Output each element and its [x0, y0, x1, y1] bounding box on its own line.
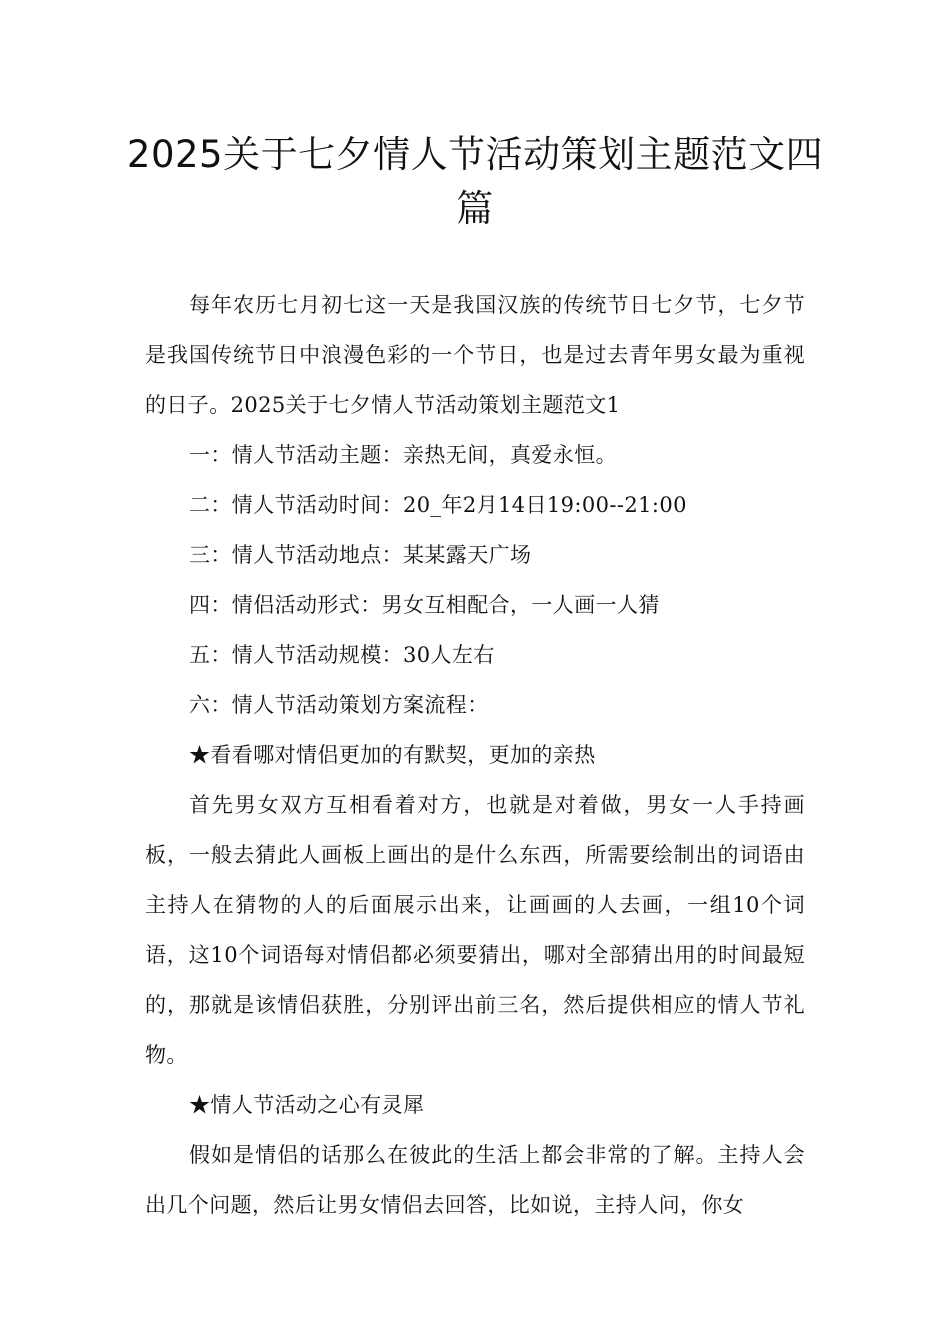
paragraph-intro: 每年农历七月初七这一天是我国汉族的传统节日七夕节，七夕节是我国传统节日中浪漫色彩的一个节日，也是过去青年男女最为重视的日子。2025关于七夕情人节活动策划主题范文1 [145, 293, 805, 417]
paragraph-location: 三：情人节活动地点：某某露天广场 [189, 543, 532, 567]
paragraph-drawing-game: 首先男女双方互相看着对方，也就是对着做，男女一人手持画板，一般去猜此人画板上画出的是什么东西，所需要绘制出的词语由主持人在猜物的人的后面展示出来，让画画的人去画，一组10个词语，这10个词语每对情侣都必须要猜出，哪对全部猜出用的时间最短的，那就是该情侣获胜，分别评出前三名，然后提供相应的情人节礼物。 [145, 793, 805, 1067]
paragraph-theme: 一：情人节活动主题：亲热无间，真爱永恒。 [189, 443, 617, 467]
paragraph-question-game: 假如是情侣的话那么在彼此的生活上都会非常的了解。主持人会出几个问题，然后让男女情侣去回答，比如说，主持人问，你女 [145, 1143, 805, 1217]
document-body [145, 280, 805, 1230]
paragraph-format: 四：情侣活动形式：男女互相配合，一人画一人猜 [189, 593, 660, 617]
paragraph-process: 六：情人节活动策划方案流程： [189, 693, 489, 717]
section-heading-tacit: ★看看哪对情侣更加的有默契，更加的亲热 [189, 743, 596, 767]
paragraph-time: 二：情人节活动时间：20_年2月14日19:00--21:00 [189, 493, 687, 517]
paragraph-scale: 五：情人节活动规模：30人左右 [189, 643, 495, 667]
section-heading-heart: ★情人节活动之心有灵犀 [189, 1093, 425, 1117]
document-title: 2025关于七夕情人节活动策划主题范文四篇 [126, 133, 824, 230]
